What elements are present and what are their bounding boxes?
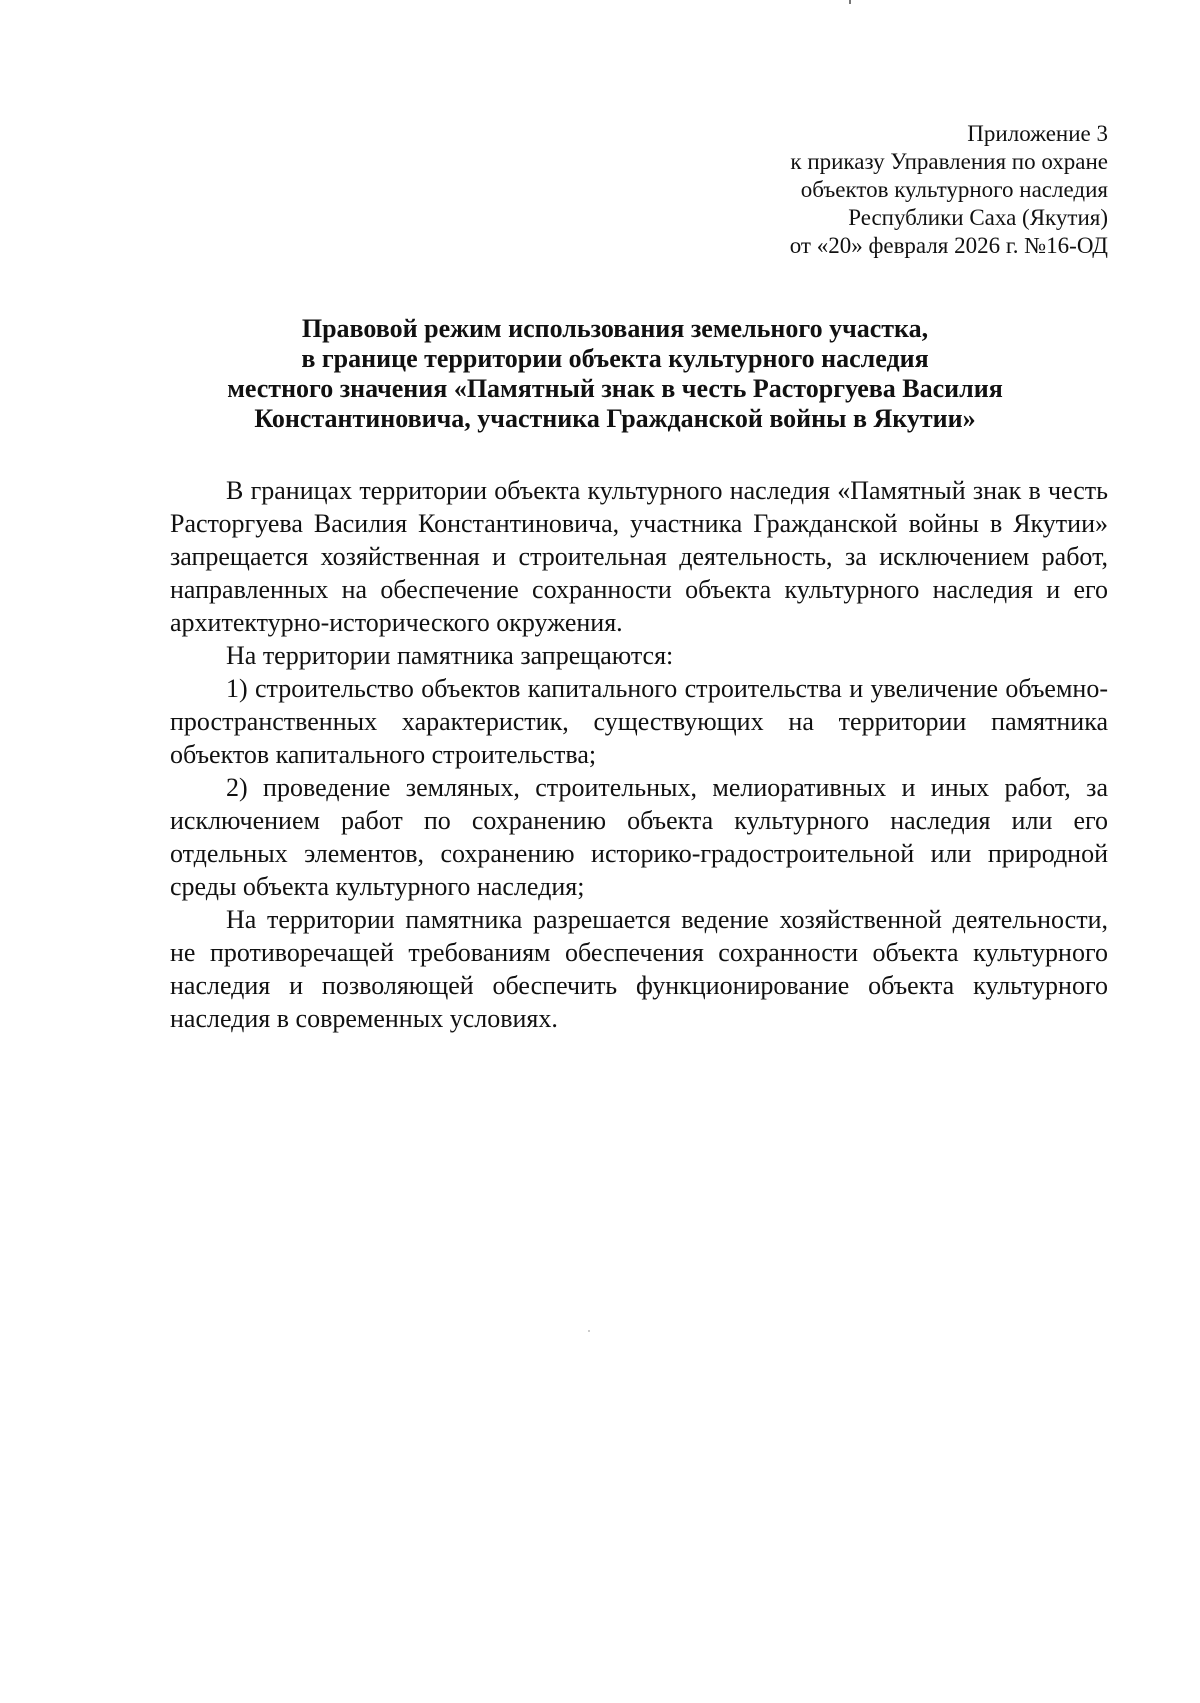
appendix-region: Республики Саха (Якутия) <box>848 205 1108 230</box>
title-line-4: Константиновича, участника Гражданской войны в Якутии» <box>254 404 976 433</box>
appendix-authority-line: объектов культурного наследия <box>800 177 1108 202</box>
appendix-order-date: от «20» февраля 2026 г. №16-ОД <box>789 233 1108 258</box>
appendix-order-reference: к приказу Управления по охране <box>790 149 1108 174</box>
appendix-number: Приложение 3 <box>967 121 1108 146</box>
prohibition-item-2: 2) проведение земляных, строительных, мелиоративных и иных работ, за исключением работ по сохранению объекта культурного наследия или его отдельных элементов, сохранению историко-градостроительной или природной среды объекта культурного наследия; <box>170 773 1108 901</box>
body-paragraph-boundaries: В границах территории объекта культурного наследия «Памятный знак в честь Расторгуева Василия Константиновича, участника Гражданской войны в Якутии» запрещается хозяйственная и строительная деятельность, за исключением работ, направленных на обеспечение сохранности объекта культурного наследия и его архитектурно-исторического окружения. <box>170 476 1108 637</box>
title-line-3: местного значения «Памятный знак в честь Расторгуева Василия <box>227 374 1003 403</box>
appendix-header <box>790 120 1108 260</box>
scan-artifact-mark <box>849 0 851 4</box>
title-line-1: Правовой режим использования земельного участка, <box>301 314 929 343</box>
prohibition-item-1: 1) строительство объектов капитального строительства и увеличение объемно-пространственных характеристик, существующих на территории памятника объектов капитального строительства; <box>170 674 1108 769</box>
document-body <box>170 474 1108 1035</box>
scan-artifact-dot <box>588 1330 590 1332</box>
body-paragraph-prohibitions-intro: На территории памятника запрещаются: <box>226 641 674 670</box>
body-paragraph-permitted-activity: На территории памятника разрешается ведение хозяйственной деятельности, не противоречащей требованиям обеспечения сохранности объекта культурного наследия и позволяющей обеспечить функционирование объекта культурного наследия в современных условиях. <box>170 905 1108 1033</box>
title-line-2: в границе территории объекта культурного наследия <box>301 344 929 373</box>
document-title <box>150 314 1080 434</box>
